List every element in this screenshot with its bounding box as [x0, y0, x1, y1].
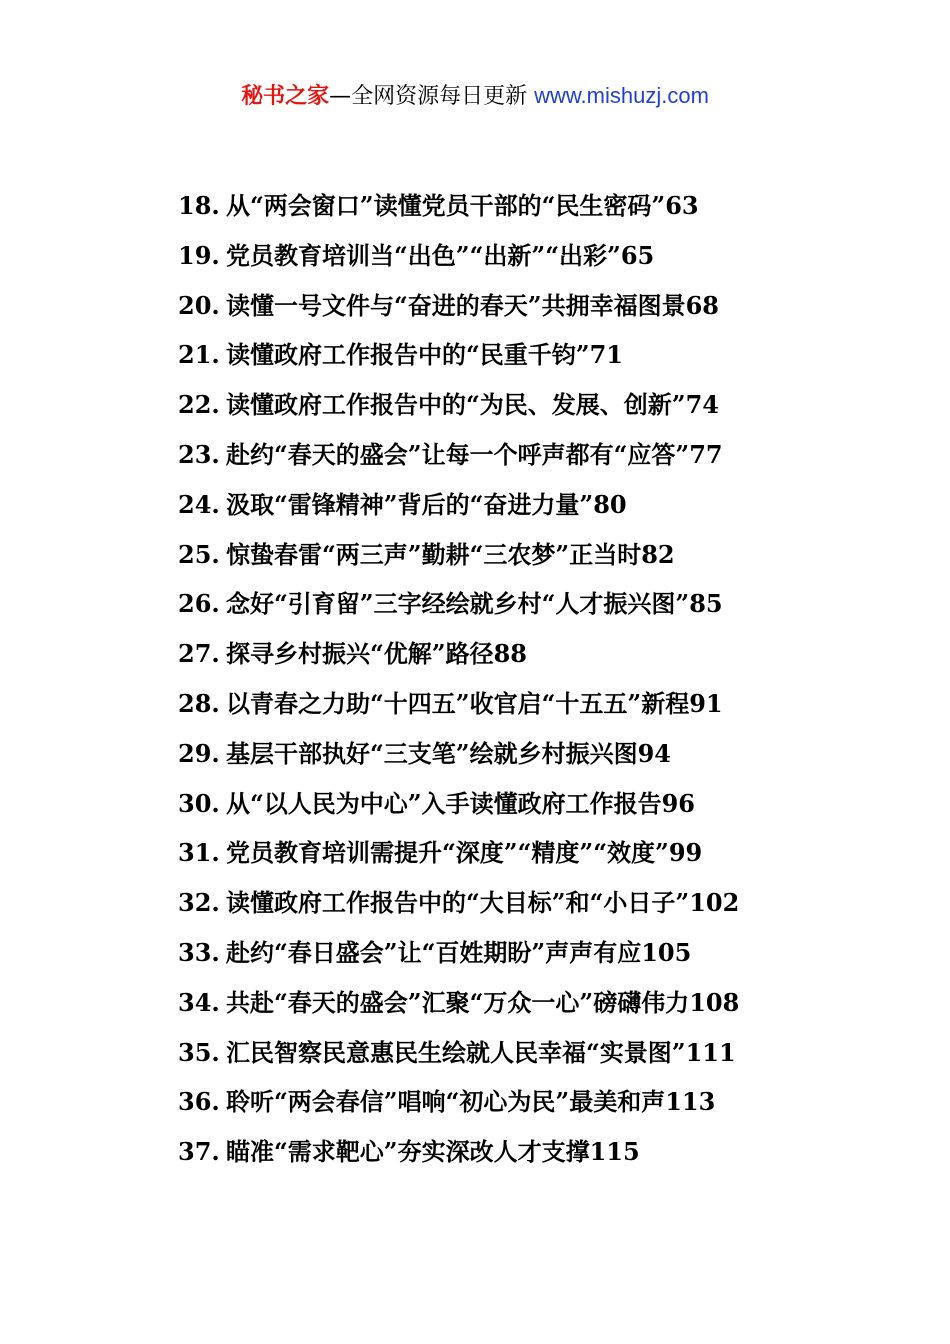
- toc-item-number: 28.: [178, 688, 220, 718]
- page-header: [0, 80, 950, 113]
- toc-item-title: 党员教育培训需提升“深度”“精度”“效度”99: [226, 838, 703, 868]
- toc-item: [178, 584, 878, 634]
- toc-item-number: 19.: [178, 240, 220, 270]
- toc-item-number: 20.: [178, 290, 220, 320]
- toc-item-number: 23.: [178, 439, 220, 469]
- toc-item-title: 党员教育培训当“出色”“出新”“出彩”65: [226, 240, 655, 270]
- toc-item-number: 31.: [178, 838, 220, 868]
- toc-item-number: 36.: [178, 1087, 220, 1117]
- brand-name: 秘书之家: [241, 84, 330, 109]
- toc-item: [178, 236, 878, 286]
- toc-item: [178, 634, 878, 684]
- toc-item: [178, 385, 878, 435]
- toc-item: [178, 485, 878, 535]
- toc-item-title: 共赴“春天的盛会”汇聚“万众一心”磅礴伟力108: [226, 987, 740, 1017]
- toc-item-title: 读懂政府工作报告中的“为民、发展、创新”74: [226, 390, 720, 420]
- toc-item: [178, 286, 878, 336]
- toc-item-number: 18.: [178, 191, 220, 220]
- toc-item-title: 基层干部执好“三支笔”绘就乡村振兴图94: [226, 738, 672, 768]
- toc-item: [178, 983, 878, 1033]
- toc-item-number: 22.: [178, 390, 220, 420]
- toc-item: [178, 435, 878, 485]
- toc-item-number: 25.: [178, 539, 220, 569]
- table-of-contents: [178, 186, 878, 1182]
- toc-item-number: 29.: [178, 738, 220, 768]
- toc-item: [178, 1082, 878, 1132]
- toc-item-number: 32.: [178, 888, 220, 918]
- toc-item-title: 赴约“春日盛会”让“百姓期盼”声声有应105: [226, 937, 692, 967]
- toc-item-title: 以青春之力助“十四五”收官启“十五五”新程91: [226, 688, 723, 718]
- toc-item-title: 读懂政府工作报告中的“大目标”和“小日子”102: [226, 888, 740, 918]
- toc-item-number: 33.: [178, 937, 220, 967]
- toc-item: [178, 734, 878, 784]
- toc-item-number: 35.: [178, 1037, 220, 1067]
- toc-item-title: 赴约“春天的盛会”让每一个呼声都有“应答”77: [226, 439, 723, 469]
- toc-item-number: 24.: [178, 489, 220, 519]
- toc-item: [178, 1132, 878, 1182]
- toc-item: [178, 186, 878, 236]
- site-url-link[interactable]: www.mishuzj.com: [534, 83, 709, 108]
- toc-item-title: 读懂一号文件与“奋进的春天”共拥幸福图景68: [226, 290, 720, 320]
- toc-item: [178, 883, 878, 933]
- toc-item-title: 探寻乡村振兴“优解”路径88: [226, 639, 528, 669]
- toc-item: [178, 535, 878, 585]
- toc-item-title: 汇民智察民意惠民生绘就人民幸福“实景图”111: [226, 1037, 736, 1067]
- toc-item-number: 30.: [178, 788, 220, 818]
- toc-item: [178, 833, 878, 883]
- header-tagline: —全网资源每日更新: [329, 84, 535, 109]
- toc-item-title: 从“两会窗口”读懂党员干部的“民生密码”63: [226, 191, 699, 220]
- toc-item-title: 念好“引育留”三字经绘就乡村“人才振兴图”85: [226, 589, 723, 619]
- toc-item: [178, 684, 878, 734]
- toc-item-number: 26.: [178, 589, 220, 619]
- toc-item-title: 从“以人民为中心”入手读懂政府工作报告96: [226, 788, 696, 818]
- toc-item-number: 34.: [178, 987, 220, 1017]
- toc-item: [178, 933, 878, 983]
- toc-item-title: 汲取“雷锋精神”背后的“奋进力量”80: [226, 489, 627, 519]
- toc-item-number: 21.: [178, 340, 220, 370]
- toc-item-title: 聆听“两会春信”唱响“初心为民”最美和声113: [226, 1087, 716, 1117]
- toc-item: [178, 335, 878, 385]
- toc-item: [178, 784, 878, 834]
- toc-item-title: 瞄准“需求靶心”夯实深改人才支撑115: [226, 1137, 640, 1167]
- toc-item: [178, 1033, 878, 1083]
- toc-item-title: 惊蛰春雷“两三声”勤耕“三农梦”正当时82: [226, 539, 675, 569]
- toc-item-title: 读懂政府工作报告中的“民重千钧”71: [226, 340, 624, 370]
- toc-item-number: 37.: [178, 1137, 220, 1167]
- toc-item-number: 27.: [178, 639, 220, 669]
